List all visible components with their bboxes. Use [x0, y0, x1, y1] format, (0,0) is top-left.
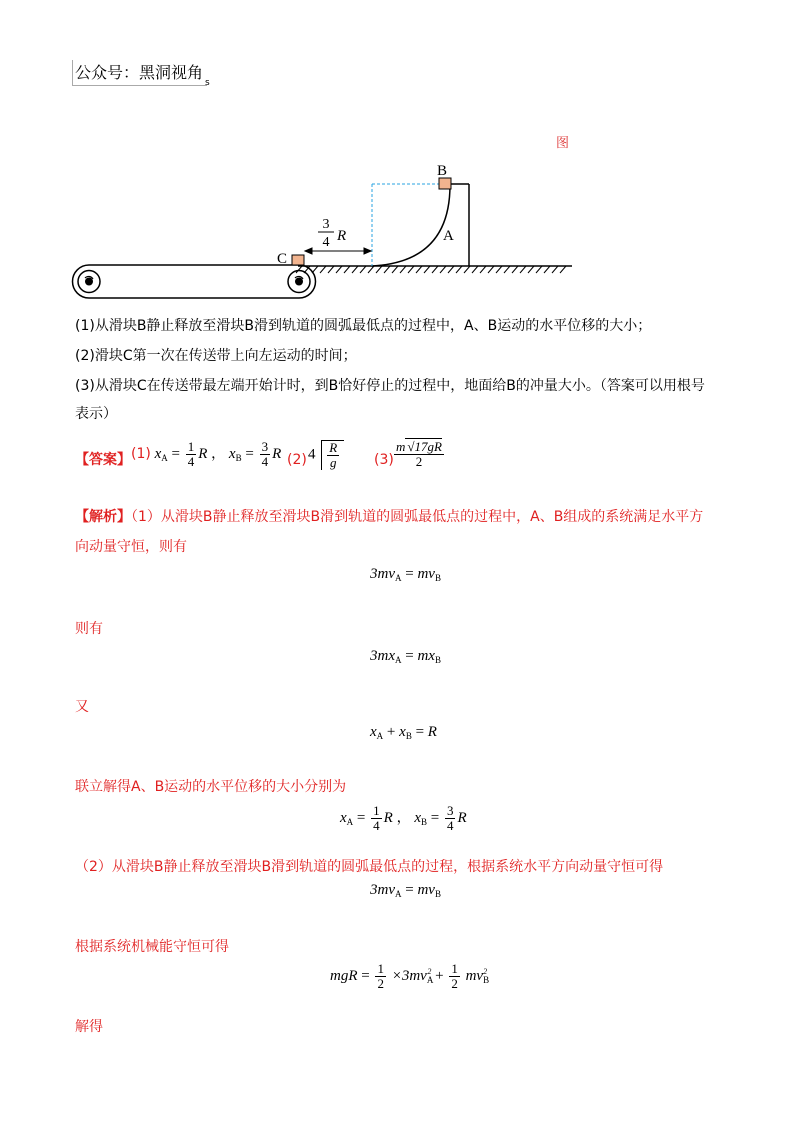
track-a	[372, 184, 469, 266]
slider-c	[292, 255, 304, 265]
question-2: (2)滑块C第一次在传送带上向左运动的时间；	[75, 348, 357, 364]
joint-text: 联立解得A、B运动的水平位移的大小分别为	[75, 779, 347, 795]
equation-1: $3mv_A = mv_B$	[370, 566, 441, 583]
equation-5: $3mv_A = mv_B$	[370, 882, 441, 899]
answer-part3: $\frac{m √17gR}{2}$	[396, 439, 442, 469]
answer-part2-label: (2)	[287, 452, 307, 468]
question-3: (3)从滑块C在传送带最左端开始计时，到B恰好停止的过程中，地面给B的冲量大小。（答案可以用根号	[75, 378, 705, 394]
question-1: (1)从滑块B静止释放至滑块B滑到轨道的圆弧最低点的过程中，A、B运动的水平位移的大小；	[75, 318, 652, 334]
answer-part3-label: (3)	[374, 452, 394, 468]
equation-3: $x_A + x_B = R$	[370, 724, 437, 741]
energy-text: 根据系统机械能守恒可得	[75, 939, 229, 955]
conveyor-belt	[73, 265, 316, 298]
analysis-line2: 向动量守恒，则有	[75, 539, 187, 555]
answer-part2: 4 $\frac{R}{g}$	[308, 440, 344, 470]
physics-diagram	[0, 0, 800, 320]
then-text: 则有	[75, 621, 103, 637]
dist-den: 4	[322, 235, 330, 250]
ground	[296, 266, 572, 273]
dist-num: 3	[322, 217, 330, 232]
analysis-line1: 【解析】（1）从滑块B静止释放至滑块B滑到轨道的圆弧最低点的过程中，A、B组成的系统满足水平方	[75, 509, 704, 525]
small-mark: s	[205, 78, 210, 88]
dist-var: R	[337, 228, 347, 244]
again-text: 又	[75, 699, 89, 715]
solve-text: 解得	[75, 1019, 103, 1035]
answer-tag: 【答案】	[75, 452, 131, 468]
part2-text: （2）从滑块B静止释放至滑块B滑到轨道的圆弧最低点的过程，根据系统水平方向动量守恒可得	[75, 859, 664, 875]
equation-2: $3mx_A = mx_B$	[370, 648, 441, 665]
label-c: C	[277, 251, 288, 267]
label-a: A	[443, 228, 454, 244]
dashed-guide	[372, 184, 440, 266]
watermark-header: 公众号：黑洞视角	[72, 60, 207, 86]
figure-mark: 图	[556, 136, 570, 151]
label-b: B	[437, 163, 448, 179]
slider-b	[439, 178, 451, 189]
equation-4: $x_A$ = $\frac{1}{4}$ R ， $x_B$ = $\frac{3}{4}$ R	[340, 803, 467, 833]
equation-6: mgR = $\frac{1}{2}$ $\times 3mv_A^2$ + $\frac{1}{2}$ $mv_B^2$	[330, 961, 490, 991]
question-3-cont: 表示）	[75, 406, 117, 422]
answer-part1: (1) $x_A$ = $\frac{1}{4}$ R ， $x_B$ = $\frac{3}{4}$ R	[131, 439, 282, 469]
